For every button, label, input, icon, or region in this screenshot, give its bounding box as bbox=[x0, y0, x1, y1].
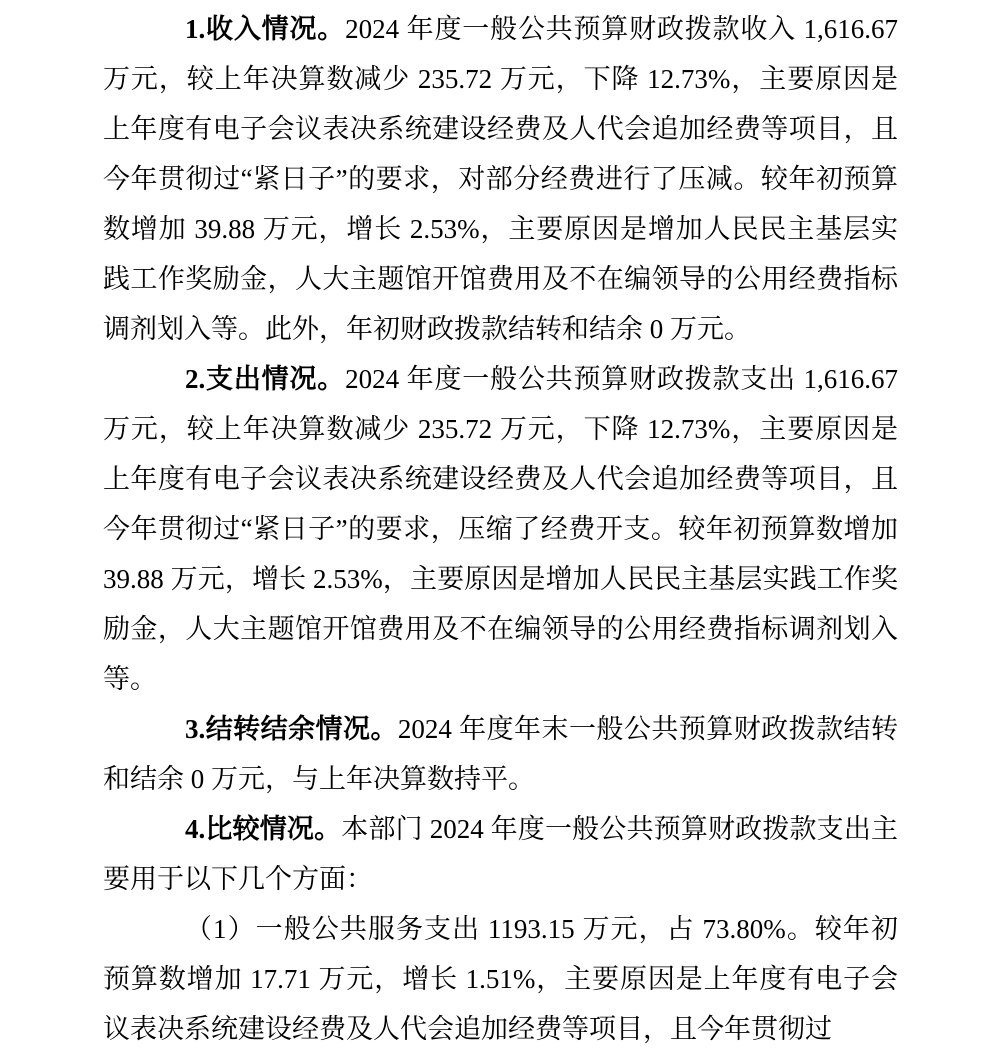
paragraph-heading: 1.收入情况。 bbox=[185, 14, 346, 44]
paragraph bbox=[103, 704, 898, 804]
paragraph bbox=[103, 904, 898, 1054]
paragraph-text: 2024 年度一般公共预算财政拨款支出 1,616.67 万元，较上年决算数减少 235.72 万元，下降 12.73%，主要原因是上年度有电子会议表决系统建设经费及人代会追加经费等项目，且今年贯彻过“紧日子”的要求，压缩了经费开支。较年初预算数增加 39.88 万元，增长 2.53%，主要原因是增加人民民主基层实践工作奖励金，人大主题馆开馆费用及不在编领导的公用经费指标调剂划入等。 bbox=[103, 364, 899, 694]
paragraph bbox=[103, 4, 898, 354]
paragraph-heading: 4.比较情况。 bbox=[185, 814, 342, 844]
document-body bbox=[103, 4, 898, 1054]
paragraph-heading: 3.结转结余情况。 bbox=[185, 714, 398, 744]
paragraph-text: （1）一般公共服务支出 1193.15 万元，占 73.80%。较年初预算数增加 17.71 万元，增长 1.51%，主要原因是上年度有电子会议表决系统建设经费及人代会追加经费等项目，且今年贯彻过 bbox=[103, 914, 898, 1044]
paragraph-text: 本部门 2024 年度一般公共预算财政拨款支出主要用于以下几个方面： bbox=[103, 814, 899, 894]
paragraph-text: 2024 年度年末一般公共预算财政拨款结转和结余 0 万元，与上年决算数持平。 bbox=[103, 714, 899, 794]
paragraph bbox=[103, 354, 898, 704]
paragraph-heading: 2.支出情况。 bbox=[185, 364, 346, 394]
paragraph-text: 2024 年度一般公共预算财政拨款收入 1,616.67 万元，较上年决算数减少 235.72 万元，下降 12.73%，主要原因是上年度有电子会议表决系统建设经费及人代会追加经费等项目，且今年贯彻过“紧日子”的要求，对部分经费进行了压减。较年初预算数增加 39.88 万元，增长 2.53%，主要原因是增加人民民主基层实践工作奖励金，人大主题馆开馆费用及不在编领导的公用经费指标调剂划入等。此外，年初财政拨款结转和结余 0 万元。 bbox=[103, 14, 899, 344]
paragraph bbox=[103, 804, 898, 904]
